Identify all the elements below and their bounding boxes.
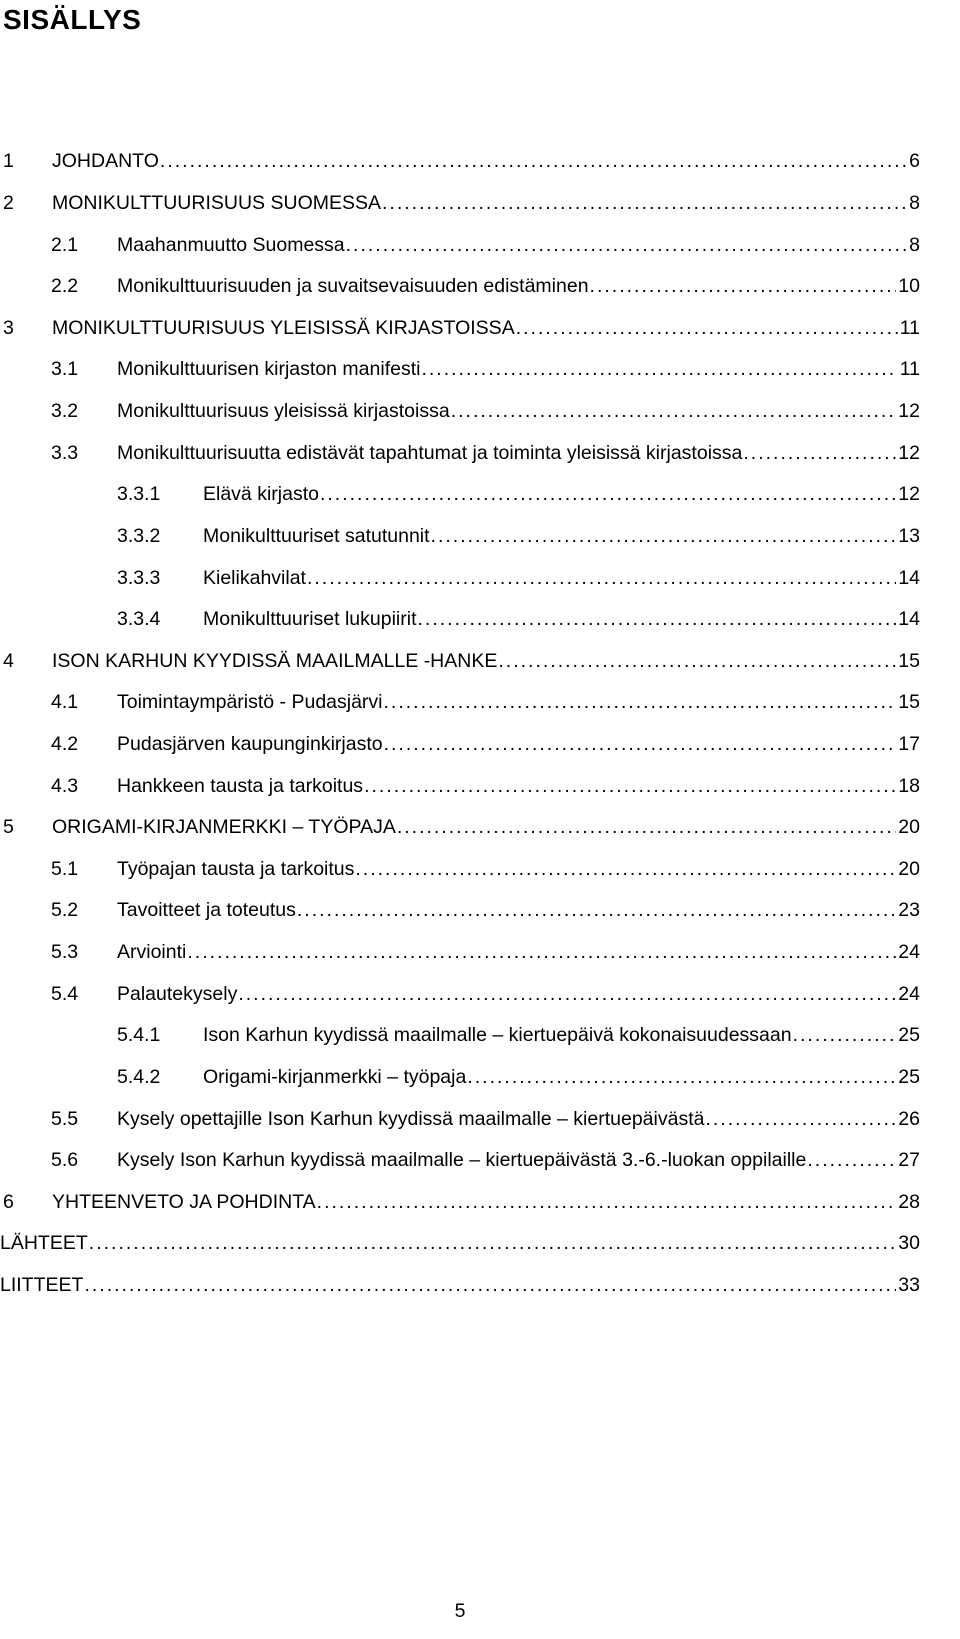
toc-entry-number: 5.2 <box>51 899 79 921</box>
dot-leader <box>467 1061 896 1093</box>
toc-entry-title: Hankkeen tausta ja tarkoitus <box>117 775 364 797</box>
toc-entry-title: Maahanmuutto Suomessa <box>117 234 345 256</box>
toc-entry-3-3-2[interactable] <box>0 520 920 552</box>
toc-entry-3[interactable] <box>0 312 920 344</box>
toc-entry-4-1[interactable] <box>0 686 920 718</box>
toc-entry-title: MONIKULTTUURISUUS SUOMESSA <box>52 192 382 214</box>
dot-leader <box>382 187 907 219</box>
toc-entry-page: 12 <box>898 400 920 422</box>
toc-entry-title: Toimintaympäristö - Pudasjärvi <box>117 691 383 713</box>
dot-leader <box>187 936 896 968</box>
toc-entry-title: Elävä kirjasto <box>203 483 319 505</box>
toc-entry-1[interactable] <box>0 145 920 177</box>
toc-entry-title: Tavoitteet ja toteutus <box>117 899 296 921</box>
toc-entry-number: 3.3.3 <box>117 567 161 589</box>
toc-entry-page: 30 <box>898 1232 920 1254</box>
toc-entry-title: ISON KARHUN KYYDISSÄ MAAILMALLE -HANKE <box>52 650 498 672</box>
toc-entry-3-3[interactable] <box>0 437 920 469</box>
toc-entry-page: 12 <box>898 483 920 505</box>
toc-entry-page: 11 <box>899 358 920 380</box>
dot-leader <box>498 645 896 677</box>
toc-entry-title: Kysely opettajille Ison Karhun kyydissä maailmalle – kiertuepäivästä <box>117 1108 705 1130</box>
toc-entry-number: 4 <box>3 650 14 672</box>
toc-entry-6[interactable] <box>0 1186 920 1218</box>
toc-entry-number: 3 <box>3 317 14 339</box>
toc-entry-page: 24 <box>898 941 920 963</box>
toc-entry-title: Kielikahvilat <box>203 567 306 589</box>
dot-leader <box>743 437 896 469</box>
toc-entry-title: LÄHTEET <box>0 1232 88 1254</box>
toc-entry-5[interactable] <box>0 811 920 843</box>
dot-leader <box>397 811 896 843</box>
toc-entry-page: 23 <box>898 899 920 921</box>
toc-entry-number: 4.3 <box>51 775 79 797</box>
toc-entry-page: 26 <box>898 1108 920 1130</box>
toc-entry-5-4[interactable] <box>0 978 920 1010</box>
toc-entry-number: 3.3.1 <box>117 483 161 505</box>
toc-entry-title: Monikulttuurisuus yleisissä kirjastoissa <box>117 400 450 422</box>
dot-leader <box>384 686 897 718</box>
toc-entry-page: 6 <box>909 150 920 172</box>
toc-entry-page: 11 <box>899 317 920 339</box>
dot-leader <box>451 395 897 427</box>
toc-entry-number: 5.5 <box>51 1108 79 1130</box>
toc-entry-lahteet[interactable] <box>0 1227 920 1259</box>
toc-entry-number: 6 <box>3 1191 14 1213</box>
dot-leader <box>421 353 897 385</box>
toc-entry-page: 8 <box>909 192 920 214</box>
dot-leader <box>307 562 896 594</box>
toc-entry-number: 4.2 <box>51 733 79 755</box>
toc-entry-title: Arviointi <box>117 941 187 963</box>
dot-leader <box>384 728 897 760</box>
toc-entry-page: 20 <box>898 816 920 838</box>
toc-entry-number: 1 <box>3 150 14 172</box>
toc-entry-title: LIITTEET <box>0 1274 84 1296</box>
toc-entry-page: 10 <box>898 275 920 297</box>
toc-entry-liitteet[interactable] <box>0 1269 920 1301</box>
toc-entry-title: Monikulttuuriset lukupiirit <box>203 608 417 630</box>
toc-entry-5-2[interactable] <box>0 894 920 926</box>
toc-entry-number: 5 <box>3 816 14 838</box>
toc-entry-5-5[interactable] <box>0 1103 920 1135</box>
toc-entry-page: 28 <box>898 1191 920 1213</box>
toc-entry-title: Monikulttuurisen kirjaston manifesti <box>117 358 421 380</box>
toc-entry-2-1[interactable] <box>0 229 920 261</box>
dot-leader <box>516 312 898 344</box>
toc-entry-3-2[interactable] <box>0 395 920 427</box>
toc-entry-page: 25 <box>898 1024 920 1046</box>
toc-entry-page: 33 <box>898 1274 920 1296</box>
dot-leader <box>807 1144 896 1176</box>
dot-leader <box>160 145 907 177</box>
toc-entry-page: 27 <box>898 1149 920 1171</box>
toc-entry-page: 15 <box>898 691 920 713</box>
toc-entry-3-1[interactable] <box>0 353 920 385</box>
page-number: 5 <box>454 1600 466 1622</box>
toc-entry-number: 3.2 <box>51 400 79 422</box>
toc-entry-number: 2.2 <box>51 275 79 297</box>
toc-entry-page: 14 <box>898 567 920 589</box>
dot-leader <box>590 270 897 302</box>
toc-entry-2[interactable] <box>0 187 920 219</box>
dot-leader <box>793 1019 897 1051</box>
dot-leader <box>355 853 896 885</box>
toc-entry-2-2[interactable] <box>0 270 920 302</box>
toc-entry-page: 15 <box>898 650 920 672</box>
dot-leader <box>431 520 897 552</box>
toc-entry-5-1[interactable] <box>0 853 920 885</box>
dot-leader <box>418 603 897 635</box>
toc-entry-page: 20 <box>898 858 920 880</box>
toc-entry-title: MONIKULTTUURISUUS YLEISISSÄ KIRJASTOISSA <box>52 317 515 339</box>
toc-entry-title: Pudasjärven kaupunginkirjasto <box>117 733 383 755</box>
toc-entry-number: 5.4.1 <box>117 1024 161 1046</box>
toc-entry-title: YHTEENVETO JA POHDINTA <box>52 1191 316 1213</box>
toc-entry-page: 18 <box>898 775 920 797</box>
toc-entry-page: 8 <box>909 234 920 256</box>
toc-entry-page: 17 <box>898 733 920 755</box>
toc-entry-number: 5.6 <box>51 1149 79 1171</box>
toc-entry-page: 12 <box>898 442 920 464</box>
toc-entry-4-2[interactable] <box>0 728 920 760</box>
page-title: SISÄLLYS <box>3 4 142 35</box>
toc-entry-title: Monikulttuurisuuden ja suvaitsevaisuuden edistäminen <box>117 275 589 297</box>
toc-entry-title: Ison Karhun kyydissä maailmalle – kiertuepäivä kokonaisuudessaan <box>203 1024 792 1046</box>
toc-entry-3-3-4[interactable] <box>0 603 920 635</box>
dot-leader <box>84 1269 896 1301</box>
toc-entry-number: 5.1 <box>51 858 79 880</box>
toc-entry-number: 4.1 <box>51 691 79 713</box>
toc-entry-title: Origami-kirjanmerkki – työpaja <box>203 1066 467 1088</box>
toc-entry-number: 3.3.4 <box>117 608 161 630</box>
toc-entry-title: JOHDANTO <box>52 150 159 172</box>
toc-entry-number: 2.1 <box>51 234 79 256</box>
toc-entry-number: 5.3 <box>51 941 79 963</box>
toc-entry-5-4-2[interactable] <box>0 1061 920 1093</box>
toc-entry-title: Työpajan tausta ja tarkoitus <box>117 858 355 880</box>
dot-leader <box>346 229 908 261</box>
toc-entry-number: 2 <box>3 192 14 214</box>
toc-entry-page: 14 <box>898 608 920 630</box>
toc-entry-5-4-1[interactable] <box>0 1019 920 1051</box>
toc-entry-number: 5.4.2 <box>117 1066 161 1088</box>
toc-entry-4-3[interactable] <box>0 770 920 802</box>
dot-leader <box>320 478 896 510</box>
toc-entry-page: 25 <box>898 1066 920 1088</box>
toc-entry-5-6[interactable] <box>0 1144 920 1176</box>
dot-leader <box>364 770 896 802</box>
dot-leader <box>705 1103 896 1135</box>
dot-leader <box>297 894 896 926</box>
toc-entry-5-3[interactable] <box>0 936 920 968</box>
toc-entry-page: 13 <box>898 525 920 547</box>
toc-entry-number: 3.3.2 <box>117 525 161 547</box>
toc-entry-title: ORIGAMI-KIRJANMERKKI – TYÖPAJA <box>52 816 396 838</box>
dot-leader <box>238 978 896 1010</box>
toc-entry-title: Monikulttuurisuutta edistävät tapahtumat ja toiminta yleisissä kirjastoissa <box>117 442 743 464</box>
dot-leader <box>317 1186 897 1218</box>
toc-entry-number: 5.4 <box>51 983 79 1005</box>
toc-entry-number: 3.3 <box>51 442 79 464</box>
toc-entry-title: Kysely Ison Karhun kyydissä maailmalle – kiertuepäivästä 3.-6.-luokan oppilaille <box>117 1149 807 1171</box>
toc-entry-number: 3.1 <box>51 358 79 380</box>
toc-entry-3-3-3[interactable] <box>0 562 920 594</box>
toc-entry-title: Monikulttuuriset satutunnit <box>203 525 430 547</box>
toc-entry-page: 24 <box>898 983 920 1005</box>
toc-entry-3-3-1[interactable] <box>0 478 920 510</box>
toc-entry-4[interactable] <box>0 645 920 677</box>
toc-entry-title: Palautekysely <box>117 983 238 1005</box>
dot-leader <box>89 1227 897 1259</box>
